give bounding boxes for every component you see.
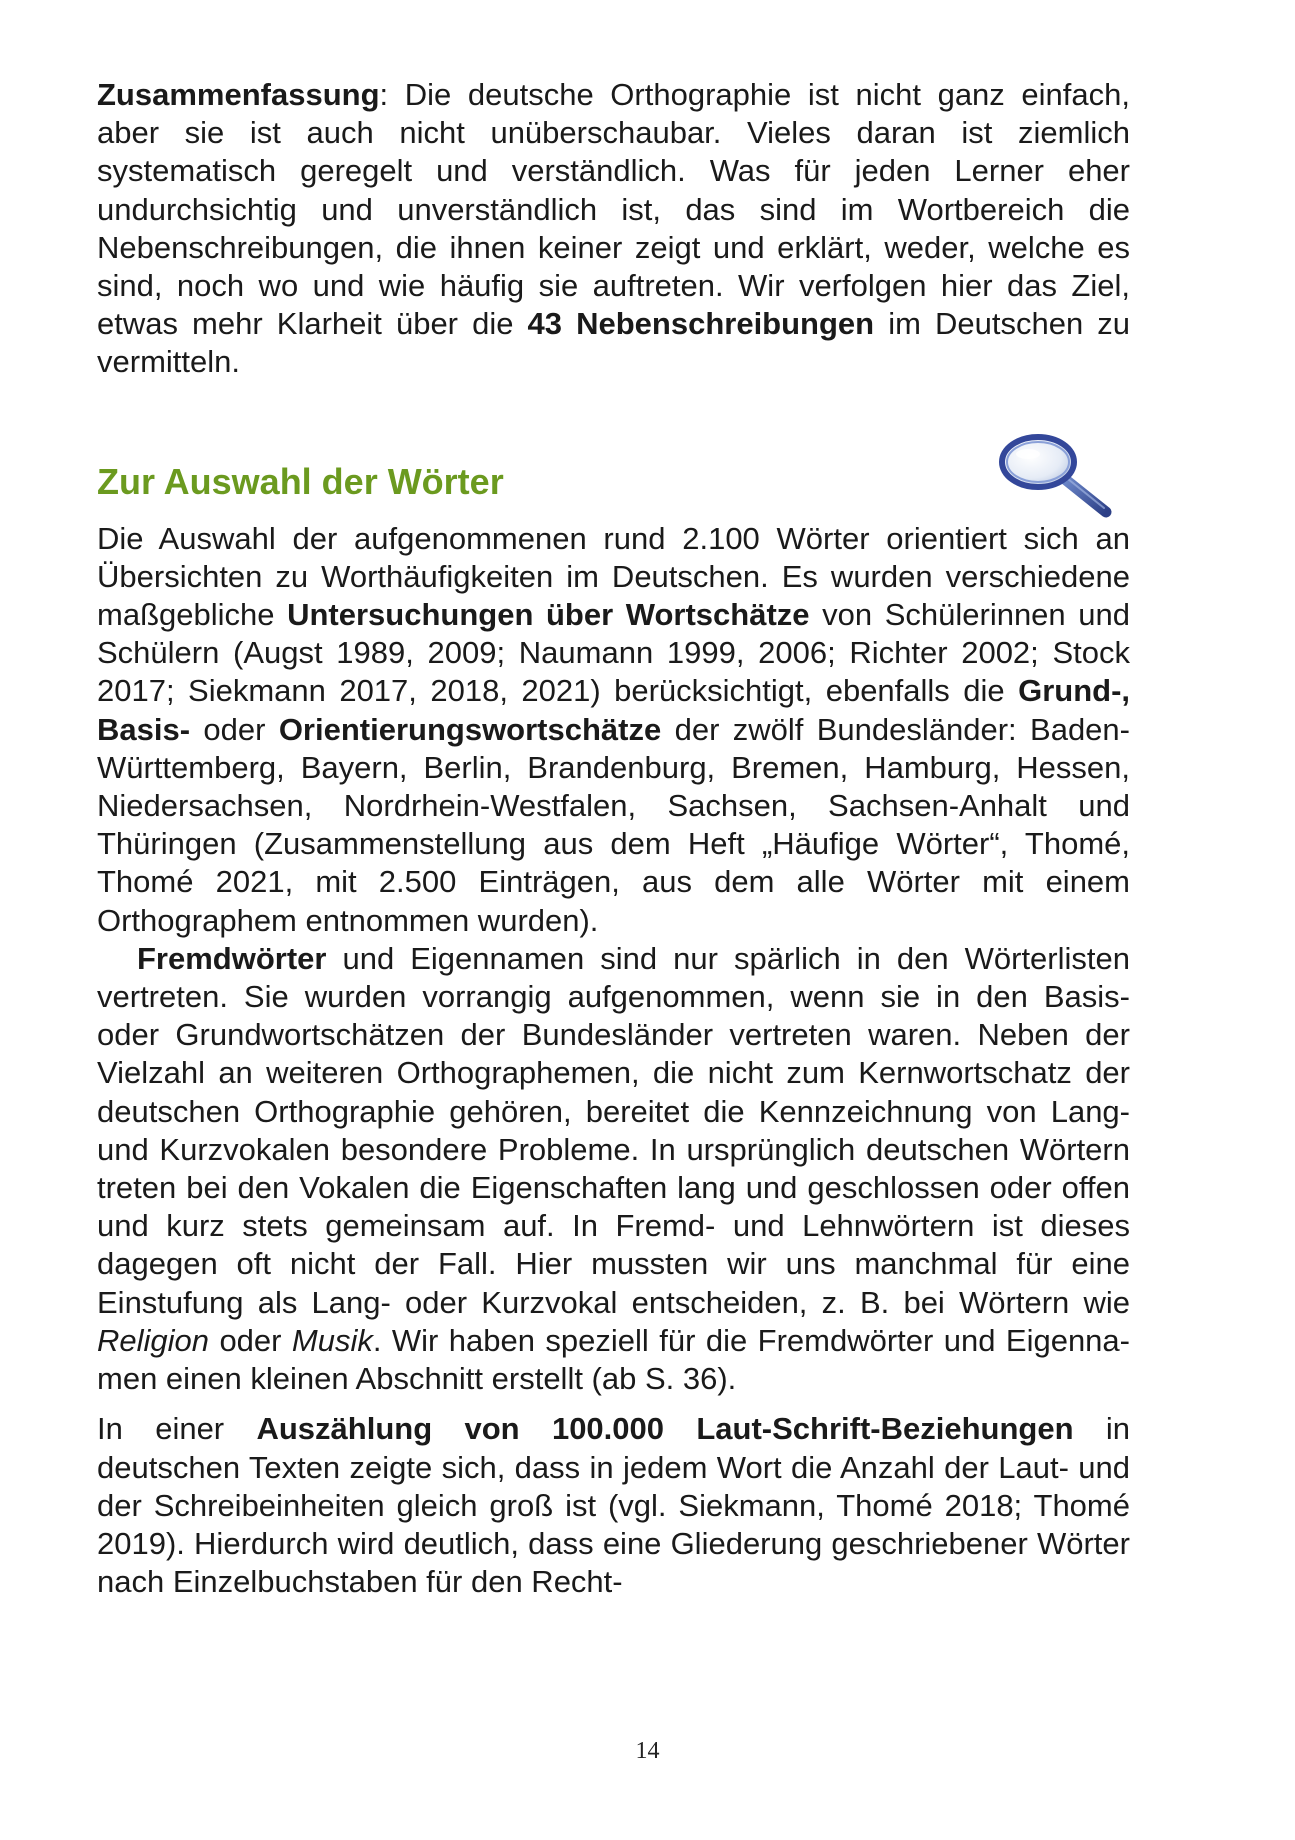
paragraph-foreign-words: Fremdwörter und Eigennamen sind nur spärlich in den Wörterlisten vertreten. Sie wurden vorrangig aufgenommen, wenn sie in den Basis- oder Grundwortschätzen der Bundesländer vertreten waren. Neben der Vielzahl an weiteren Orthographemen, die nicht zum Kernwortschatz der deutschen Orthographie gehören, bereitet die Kennzeichnung von Lang- und Kurzvokalen besondere Probleme. In ursprünglich deutschen Wörtern treten bei den Vokalen die Eigenschaften lang und geschlossen oder offen und kurz stets gemeinsam auf. In Fremd- und Lehnwörtern ist dieses dagegen oft nicht der Fall. Hier mussten wir uns manchmal für eine Einstufung als Lang- oder Kurzvokal entscheiden, z. B. bei Wörtern wie Religion oder Musik. Wir haben speziell für die Fremdwörter und Eigennamen einen kleinen Abschnitt erstellt (ab S. 36). bbox=[97, 940, 1130, 1397]
page-number: 14 bbox=[635, 1738, 660, 1764]
paragraph-sound-letter-count: In einer Auszählung von 100.000 Laut-Schrift-Beziehungen in deutschen Texten zeigte sich, dass in jedem Wort die Anzahl der Laut- und der Schreibeinheiten gleich groß ist (vgl. Siekmann, Thomé 2018; Thomé 2019). Hierdurch wird deutlich, dass eine Gliederung geschriebener Wörter nach Einzelbuchstaben für den Recht- bbox=[97, 1411, 1130, 1600]
section-heading-row bbox=[97, 452, 1130, 512]
magnifier-icon bbox=[990, 432, 1120, 522]
page-content bbox=[97, 76, 1130, 1601]
summary-paragraph: Zusammenfassung: Die deutsche Orthographie ist nicht ganz einfach, aber sie ist auch nicht unüberschaubar. Vieles daran ist ziemlich systematisch geregelt und verständlich. Was für jeden Lerner eher undurchsichtig und unverständlich ist, das sind im Wortbereich die Nebenschreibungen, die ihnen keiner zeigt und erklärt, weder, welche es sind, noch wo und wie häufig sie auftreten. Wir verfolgen hier das Ziel, etwas mehr Klarheit über die 43 Nebenschreibungen im Deutschen zu vermitteln. bbox=[97, 77, 1131, 380]
paragraph-word-selection: Die Auswahl der aufgenommenen rund 2.100 Wörter orientiert sich an Übersichten zu Worthäufigkeiten im Deutschen. Es wurden verschiedene maßgebliche Untersuchungen über Wortschätze von Schülerinnen und Schülern (Augst 1989, 2009; Naumann 1999, 2006; Richter 2002; Stock 2017; Siekmann 2017, 2018, 2021) berücksichtigt, ebenfalls die Grund-, Basis- oder Orientierungswortschätze der zwölf Bundesländer: Baden-Württemberg, Bayern, Berlin, Brandenburg, Bremen, Hamburg, Hessen, Niedersachsen, Nordrhein-Westfalen, Sachsen, Sachsen-Anhalt und Thüringen (Zusammenstellung aus dem Heft „Häufige Wörter“, Thomé, Thomé 2021, mit 2.500 Einträgen, aus dem alle Wörter mit einem Orthographem entnommen wurden). bbox=[97, 520, 1130, 938]
summary-label: Zusammenfassung bbox=[97, 77, 380, 112]
section-body bbox=[97, 520, 1130, 1602]
section-title: Zur Auswahl der Wörter bbox=[97, 460, 504, 502]
